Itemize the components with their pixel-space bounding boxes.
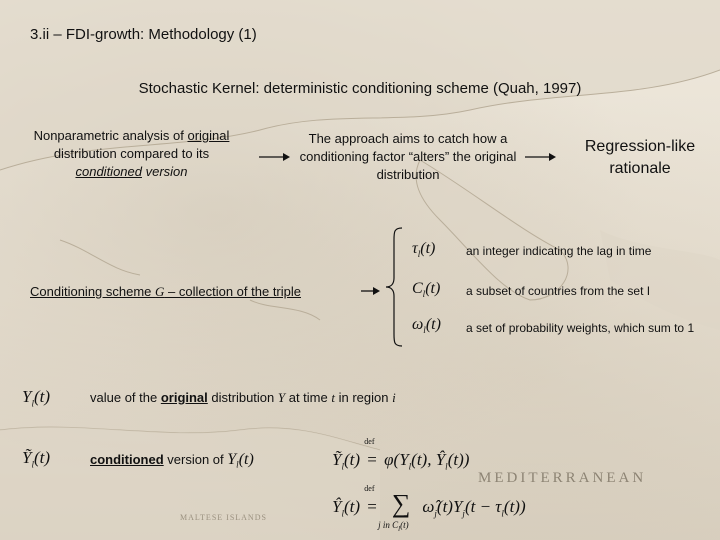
y-conditioned-symbol: Ỹ$_l$(t) bbox=[22, 448, 51, 470]
slide-subtitle: Stochastic Kernel: deterministic conditioning scheme (Quah, 1997) bbox=[138, 80, 582, 97]
brace-icon bbox=[384, 226, 406, 348]
arrow-right-icon bbox=[360, 284, 382, 298]
approach-text: The approach aims to catch how a conditioning factor “alters” the original distribution bbox=[299, 131, 517, 182]
original-definition: value of the original distribution Y at time t in region i bbox=[90, 390, 396, 405]
conditioning-scheme-label: Conditioning scheme G – collection of the triple bbox=[30, 284, 301, 299]
omega-description: a set of probability weights, which sum to 1 bbox=[466, 321, 695, 335]
equation-weighted: $Ŷ_l(t)$ def = ∑ j in $C_l(t)$ $\omegâ_j(t)Y_j(t - \tau_l(t))$ bbox=[332, 484, 526, 533]
tau-description: an integer indicating the lag in time bbox=[466, 244, 652, 258]
equation-conditioned: Ỹ$_l$(t) def = $\varphi(Y_l(t)$, $Ŷ_l(t)$) bbox=[332, 437, 470, 472]
regression-text: Regression-like rationale bbox=[584, 138, 696, 177]
tau-symbol: $\tau_l(t)$ bbox=[412, 240, 436, 260]
map-label: MEDITERRANEAN bbox=[478, 470, 647, 486]
c-symbol: $C_l(t)$ bbox=[412, 280, 441, 300]
omega-symbol: $\omega_l(t)$ bbox=[412, 316, 441, 336]
arrow-right-icon bbox=[524, 150, 558, 164]
nonparametric-text: Nonparametric analysis of original distribution compared to its conditioned version bbox=[33, 128, 230, 179]
c-description: a subset of countries from the set I bbox=[466, 284, 651, 298]
conditioned-definition: conditioned version of $Y_l(t)$ bbox=[90, 451, 254, 470]
island-label: MALTESE ISLANDS bbox=[180, 513, 267, 522]
y-original-symbol: $Y_l(t)$ bbox=[22, 387, 51, 409]
slide-title: 3.ii – FDI-growth: Methodology (1) bbox=[30, 26, 257, 43]
